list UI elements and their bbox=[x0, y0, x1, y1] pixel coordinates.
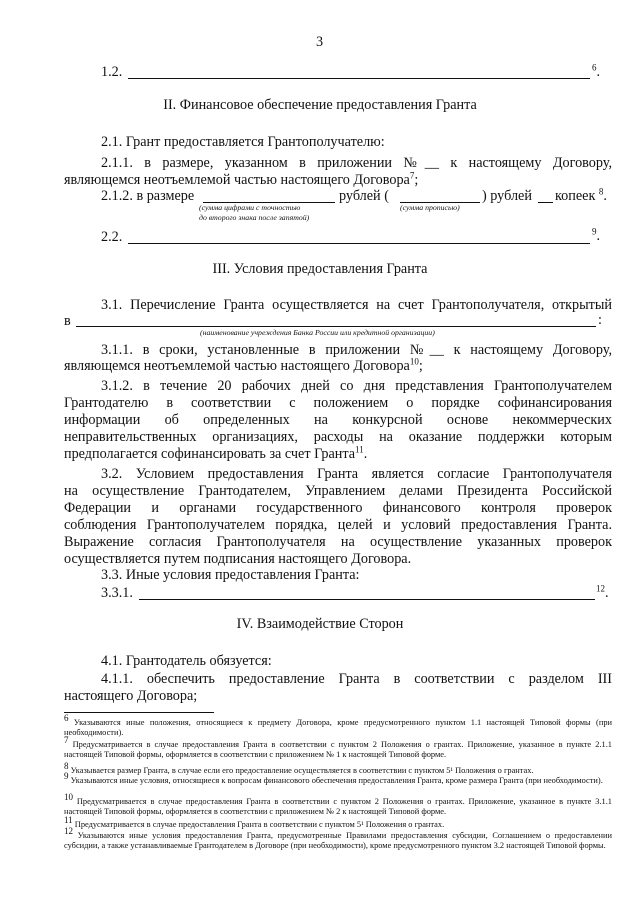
clause-4-1: 4.1. Грантодатель обязуется: bbox=[101, 653, 272, 669]
clause-3-1-v: в bbox=[64, 313, 71, 329]
clause-2-1-2-start: 2.1.2. в размере bbox=[101, 188, 195, 204]
clause-3-2-line4: соблюдения Грантополучателем порядка, целей и условий предоставления Гранта. bbox=[64, 517, 612, 533]
clause-3-1-2-line2: Грантодателю в соответствии с положением о порядке софинансирования bbox=[64, 395, 612, 411]
clause-3-2-line2: на осуществление Грантодателем, Управлением делами Президента Российской bbox=[64, 483, 612, 499]
clause-2-1-1-line1: 2.1.1. в размере, указанном в приложении №__ к настоящему Договору, bbox=[101, 155, 612, 171]
clause-3-2-line1: 3.2. Условием предоставления Гранта является согласие Грантополучателя bbox=[101, 466, 612, 482]
clause-3-3-1-blank bbox=[139, 599, 595, 600]
clause-1-2-number: 1.2. bbox=[101, 64, 123, 80]
page-number: 3 bbox=[316, 34, 324, 50]
section-2-title: II. Финансовое обеспечение предоставления Гранта bbox=[163, 97, 477, 113]
clause-2-1-1-line2: являющемся неотъемлемой частью настоящего Договора$^7$; bbox=[64, 170, 419, 188]
clause-3-3-1-number: 3.3.1. bbox=[101, 585, 133, 601]
clause-3-2-line5: Выражение согласия Грантополучателя на осуществление указанных проверок bbox=[64, 534, 612, 550]
clause-3-1-2-line5: предполагается софинансировать за счет Гранта$^{11}$. bbox=[64, 444, 368, 462]
footnote-12: 12 Указываются иные условия предоставления Гранта, предусмотренные Правилами предоставления субсидии, Соглашением о предоставлении субсидии, а также устанавливаемые Грантодателем в Договоре (при необходимости), кроме предусмотренного пунктом 3.2 настоящей Типовой формы. bbox=[64, 826, 612, 850]
footnote-separator bbox=[64, 712, 214, 713]
note-bank-name: (наименование учреждения Банка России или кредитной организации) bbox=[200, 328, 435, 337]
footnote-8: 8 Указывается размер Гранта, в случае если его предоставление осуществляется в соответствии с пунктом 5¹ Положения о грантах. bbox=[64, 761, 534, 775]
clause-3-1-1-line2: являющемся неотъемлемой частью настоящего Договора$^{10}$; bbox=[64, 356, 423, 374]
note-amount-digits-1: (сумма цифрами с точностью bbox=[199, 203, 301, 212]
footnote-ref-9: $^9$. bbox=[592, 226, 601, 244]
clause-2-2-blank bbox=[128, 243, 590, 244]
clause-3-2-line3: Федерации и органами государственного финансового контроля проверок bbox=[64, 500, 612, 516]
clause-3-1-2-line1: 3.1.2. в течение 20 рабочих дней со дня представления Грантополучателем bbox=[101, 378, 612, 394]
section-3-title: III. Условия предоставления Гранта bbox=[212, 261, 428, 277]
kopecks-label: копеек $^8$. bbox=[555, 186, 607, 204]
section-4-title: IV. Взаимодействие Сторон bbox=[236, 616, 404, 632]
footnote-11: 11 Предусматривается в случае предоставления Гранта в соответствии с пунктом 5¹ Положения о грантах. bbox=[64, 815, 445, 829]
clause-1-2-blank bbox=[128, 78, 590, 79]
note-amount-digits-2: до второго знака после запятой) bbox=[199, 213, 310, 222]
footnote-ref-12: $^{12}$. bbox=[596, 583, 609, 601]
clause-3-3: 3.3. Иные условия предоставления Гранта: bbox=[101, 567, 360, 583]
footnote-7: 7 Предусматривается в случае предоставления Гранта в соответствии с пунктом 2 Положения о грантах. Приложение, указанное в пункте 2.1.1 настоящей Типовой формы, оформляется в соответствии с приложением № 1 к настоящей Типовой форме. bbox=[64, 735, 612, 759]
clause-2-1: 2.1. Грант предоставляется Грантополучателю: bbox=[101, 134, 385, 150]
bank-name-blank bbox=[76, 326, 596, 327]
footnote-10: 10 Предусматривается в случае предоставления Гранта в соответствии с пунктом 2 Положения о грантах. Приложение, указанное в пункте 3.1.1 настоящей Типовой формы, оформляется в соответствии с приложением № 2 к настоящей Типовой форме. bbox=[64, 792, 612, 816]
rubles-label-2: ) рублей bbox=[482, 188, 532, 204]
footnote-6: 6 Указываются иные положения, относящиеся к предмету Договора, кроме предусмотренного пунктом 1.1 настоящей Типовой формы (при необходимости). bbox=[64, 713, 612, 737]
footnote-ref-6: $^6$. bbox=[592, 62, 601, 80]
clause-3-1-1-line1: 3.1.1. в сроки, установленные в приложении №__ к настоящему Договору, bbox=[101, 342, 612, 358]
clause-4-1-1-line1: 4.1.1. обеспечить предоставление Гранта в соответствии с разделом III bbox=[101, 671, 612, 687]
clause-4-1-1-line2: настоящего Договора; bbox=[64, 688, 198, 704]
clause-3-1-2-line4: неправительственных организациях, расходы на оказание поддержки которым bbox=[64, 429, 612, 445]
rubles-label-1: рублей ( bbox=[339, 188, 389, 204]
kopecks-blank bbox=[538, 202, 553, 203]
footnote-9: 9 Указываются иные условия, относящиеся к вопросам финансового обеспечения предоставления Гранта, кроме размера Гранта (при необходимости). bbox=[64, 771, 603, 785]
clause-3-2-line6: осуществляется путем подписания настоящего Договора. bbox=[64, 551, 412, 567]
clause-3-1-2-line3: информации об определенных на конкурсной основе некоммерческих bbox=[64, 412, 612, 428]
clause-3-1-line1: 3.1. Перечисление Гранта осуществляется на счет Грантополучателя, открытый bbox=[101, 297, 612, 313]
clause-2-2-number: 2.2. bbox=[101, 229, 123, 245]
note-amount-words: (сумма прописью) bbox=[400, 203, 460, 212]
clause-3-1-colon: : bbox=[598, 312, 602, 328]
